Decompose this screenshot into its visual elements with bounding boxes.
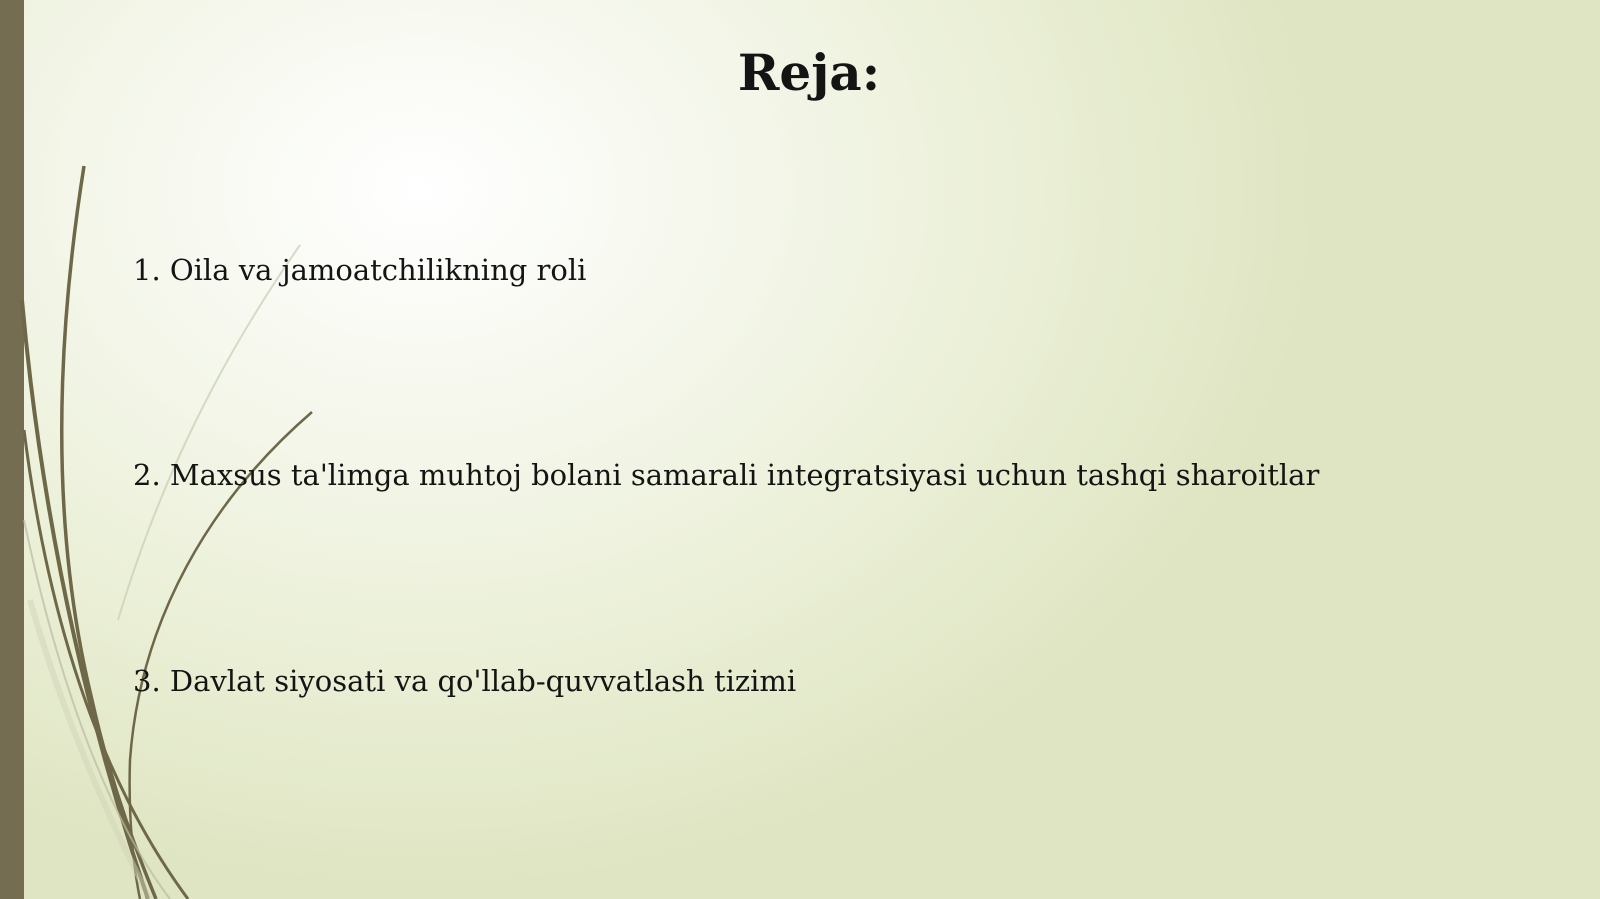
grass-decoration bbox=[0, 0, 420, 899]
plan-item-2: 2. Maxsus ta'limga muhtoj bolani samarali integratsiyasi uchun tashqi sharoitlar bbox=[133, 458, 1320, 492]
plan-item-3: 3. Davlat siyosati va qo'llab-quvvatlash tizimi bbox=[133, 664, 797, 698]
slide-title: Reja: bbox=[737, 43, 881, 102]
plan-item-1: 1. Oila va jamoatchilikning roli bbox=[133, 253, 587, 287]
